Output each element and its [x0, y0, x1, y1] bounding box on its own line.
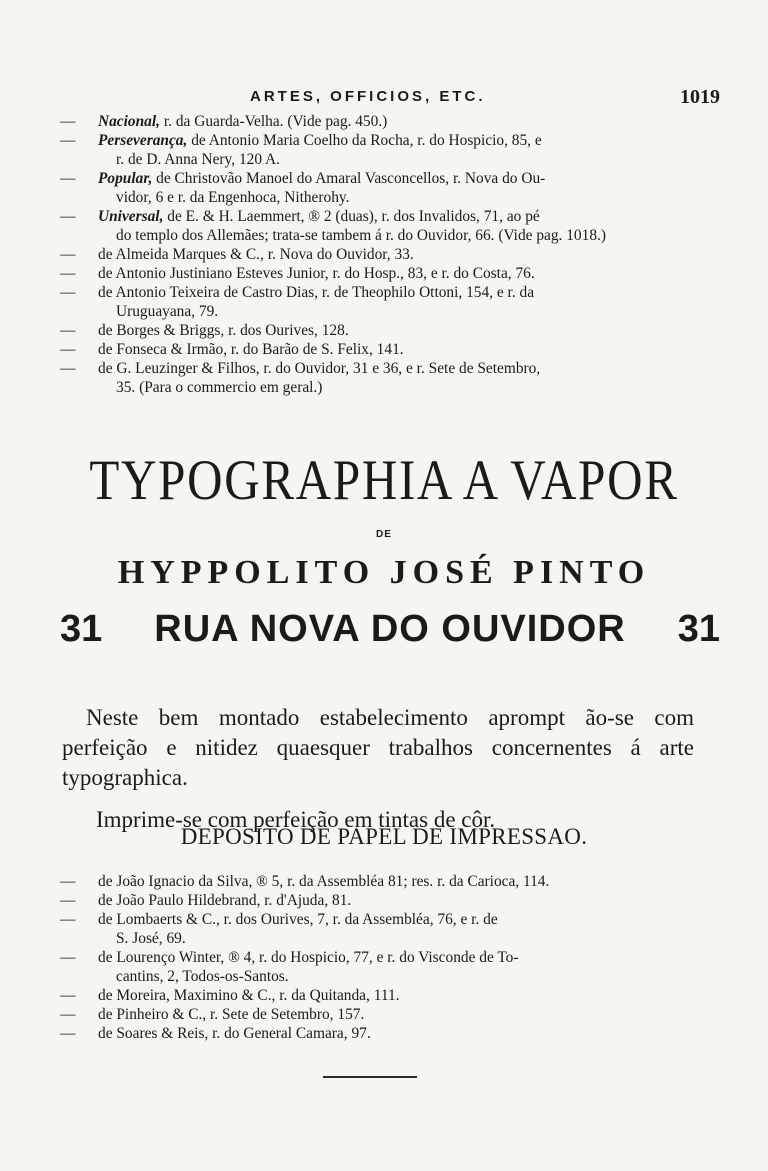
entry-dash: —: [60, 322, 76, 339]
list-item: [60, 112, 720, 131]
entry-dash: —: [60, 911, 76, 928]
entry-text: de Borges & Briggs, r. dos Ourives, 128.: [98, 322, 349, 339]
entry-dash: —: [60, 1025, 76, 1042]
entry-text: de Lombaerts & C., r. dos Ourives, 7, r. da Assembléa, 76, e r. de: [98, 911, 498, 928]
list-item: [60, 340, 720, 359]
list-item: [60, 1024, 720, 1043]
entry-text: de Antonio Justiniano Esteves Junior, r. do Hosp., 83, e r. do Costa, 76.: [98, 265, 535, 282]
entry-dash: —: [60, 113, 76, 130]
entry-text: de Fonseca & Irmão, r. do Barão de S. Felix, 141.: [98, 341, 404, 358]
entry-dash: —: [60, 360, 76, 377]
entry-text: de E. & H. Laemmert, ® 2 (duas), r. dos Invalidos, 71, ao pé: [167, 208, 540, 225]
entry-continuation: r. de D. Anna Nery, 120 A.: [116, 151, 280, 168]
entry-text: de João Ignacio da Silva, ® 5, r. da Assembléa 81; res. r. da Carioca, 114.: [98, 873, 550, 890]
entry-text: de Moreira, Maximino & C., r. da Quitanda, 111.: [98, 987, 400, 1004]
advert-de: DE: [376, 529, 392, 540]
entry-text: de Pinheiro & C., r. Sete de Setembro, 157.: [98, 1006, 365, 1023]
entry-dash: —: [60, 208, 76, 225]
list-item: [60, 169, 720, 207]
entry-dash: —: [60, 892, 76, 909]
entry-name: Popular,: [98, 170, 153, 187]
entry-text: de Lourenço Winter, ® 4, r. do Hospicio, 77, e r. do Visconde de To-: [98, 949, 519, 966]
entry-dash: —: [60, 1006, 76, 1023]
entry-text: de Soares & Reis, r. do General Camara, 97.: [98, 1025, 371, 1042]
entry-text: r. da Guarda-Velha. (Vide pag. 450.): [163, 113, 388, 130]
bottom-entry-list: [60, 872, 720, 1043]
list-item: [60, 359, 720, 397]
entry-dash: —: [60, 265, 76, 282]
advert-paragraph: Neste bem montado estabelecimento aprompt ão-se com perfeição e nitidez quaesquer trabalhos concernentes á arte typographica.: [62, 705, 694, 790]
entry-dash: —: [60, 132, 76, 149]
top-entry-list: [60, 112, 720, 397]
list-item: [60, 207, 720, 245]
entry-dash: —: [60, 341, 76, 358]
entry-continuation: cantins, 2, Todos-os-Santos.: [116, 968, 289, 985]
entry-dash: —: [60, 987, 76, 1004]
advert-paragraph-colour: Imprime-se com perfeição em tintas de côr.: [96, 807, 496, 832]
list-item: [60, 131, 720, 169]
entry-name: Nacional,: [98, 113, 160, 130]
advert-title: TYPOGRAPHIA A VAPOR: [89, 449, 679, 512]
entry-text: de Antonio Maria Coelho da Rocha, r. do Hospicio, 85, e: [191, 132, 542, 149]
entry-dash: —: [60, 949, 76, 966]
entry-dash: —: [60, 246, 76, 263]
advert-address: [60, 608, 720, 651]
entry-dash: —: [60, 873, 76, 890]
advert-owner: HYPPOLITO JOSÉ PINTO: [117, 554, 651, 591]
page-number: 1019: [680, 86, 720, 108]
list-item: [60, 1005, 720, 1024]
entry-continuation: S. José, 69.: [116, 930, 186, 947]
list-item: [60, 321, 720, 340]
entry-text: de João Paulo Hildebrand, r. d'Ajuda, 81.: [98, 892, 352, 909]
entry-text: de G. Leuzinger & Filhos, r. do Ouvidor, 31 e 36, e r. Sete de Setembro,: [98, 360, 541, 377]
list-item: [60, 264, 720, 283]
entry-dash: —: [60, 284, 76, 301]
entry-text: de Antonio Teixeira de Castro Dias, r. de Theophilo Ottoni, 154, e r. da: [98, 284, 535, 301]
entry-text: de Christovão Manoel do Amaral Vasconcellos, r. Nova do Ou-: [156, 170, 546, 187]
address-number-left: 31: [60, 608, 103, 650]
deposit-heading: DEPOSITO DE PAPEL DE IMPRESSAO.: [180, 824, 588, 849]
address-number-right: 31: [677, 608, 720, 650]
entry-continuation: 35. (Para o commercio em geral.): [116, 379, 323, 396]
entry-name: Universal,: [98, 208, 164, 225]
address-street: RUA NOVA DO OUVIDOR: [154, 608, 626, 650]
end-rule: [323, 1076, 417, 1078]
list-item: [60, 948, 720, 986]
list-item: [60, 872, 720, 891]
list-item: [60, 910, 720, 948]
entry-text: de Almeida Marques & C., r. Nova do Ouvidor, 33.: [98, 246, 414, 263]
entry-continuation: vidor, 6 e r. da Engenhoca, Nitherohy.: [116, 189, 350, 206]
list-item: [60, 283, 720, 321]
entry-continuation: Uruguayana, 79.: [116, 303, 219, 320]
list-item: [60, 986, 720, 1005]
entry-name: Perseverança,: [98, 132, 188, 149]
list-item: [60, 891, 720, 910]
section-title: ARTES, OFFICIOS, ETC.: [250, 88, 486, 105]
list-item: [60, 245, 720, 264]
entry-continuation: do templo dos Allemães; trata-se tambem á r. do Ouvidor, 66. (Vide pag. 1018.): [116, 227, 606, 244]
entry-dash: —: [60, 170, 76, 187]
